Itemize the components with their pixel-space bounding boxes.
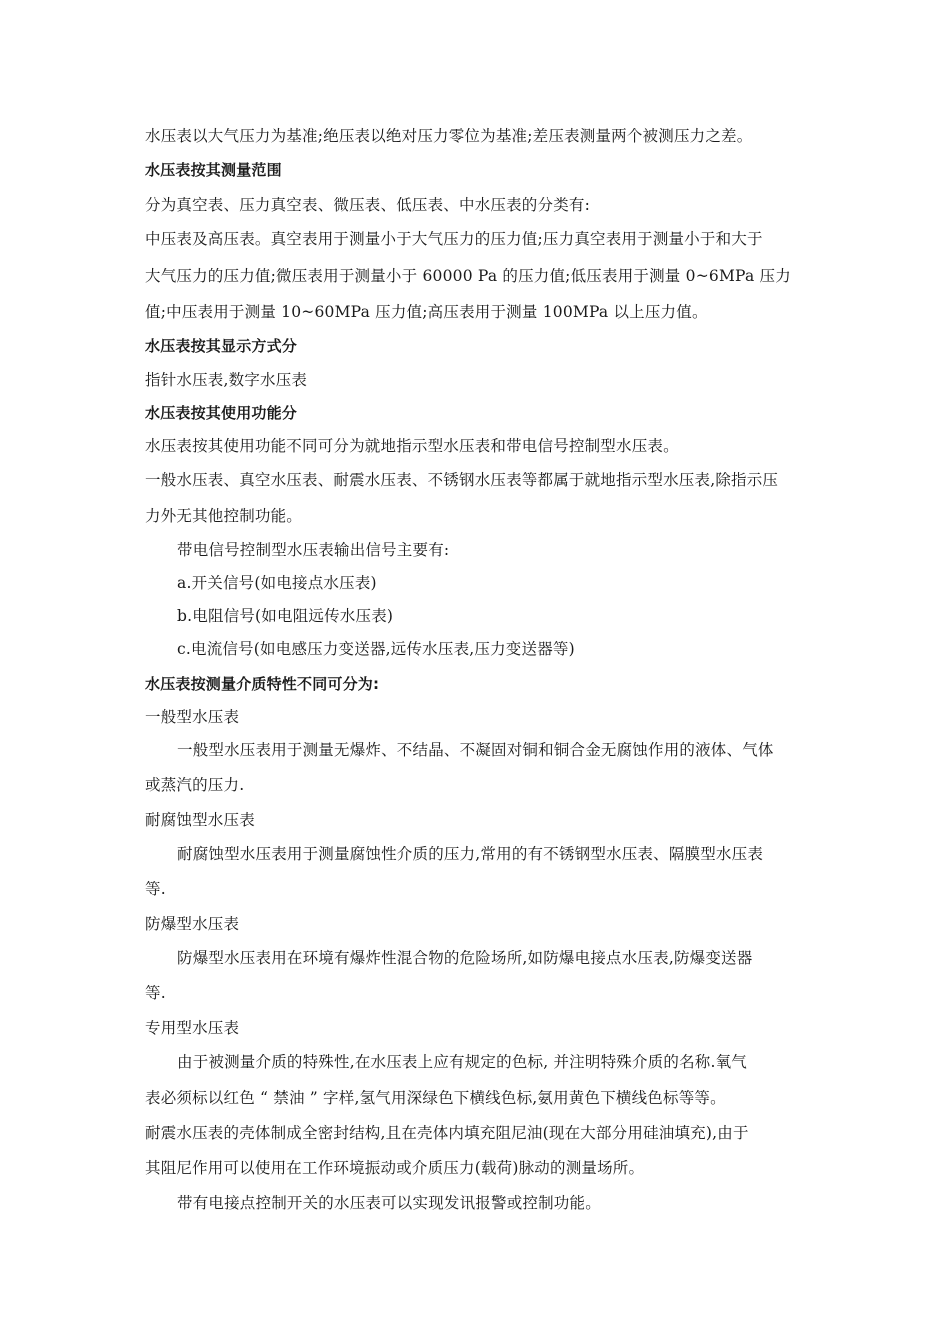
subheading: 防爆型水压表 — [145, 915, 240, 933]
section-heading: 水压表按其测量范围 — [145, 161, 282, 179]
paragraph-line: 防爆型水压表用在环境有爆炸性混合物的危险场所,如防爆电接点水压表,防爆变送器 — [177, 949, 753, 967]
section-heading: 水压表按其使用功能分 — [145, 404, 298, 422]
list-item: c.电流信号(如电感压力变送器,远传水压表,压力变送器等) — [177, 640, 575, 658]
paragraph-line: 表必须标以红色 “ 禁油 ” 字样,氢气用深绿色下横线色标,氨用黄色下横线色标等等。 — [145, 1089, 726, 1107]
subheading: 一般型水压表 — [145, 708, 240, 726]
paragraph-line: 水压表按其使用功能不同可分为就地指示型水压表和带电信号控制型水压表。 — [145, 437, 679, 455]
paragraph-line: 中压表及高压表。真空表用于测量小于大气压力的压力值;压力真空表用于测量小于和大于 — [145, 230, 763, 248]
section-heading: 水压表按测量介质特性不同可分为: — [145, 675, 380, 693]
section-heading: 水压表按其显示方式分 — [145, 337, 298, 355]
paragraph-line: 其阻尼作用可以使用在工作环境振动或介质压力(载荷)脉动的测量场所。 — [145, 1159, 645, 1177]
paragraph-line: 分为真空表、压力真空表、微压表、低压表、中水压表的分类有: — [145, 196, 591, 214]
paragraph-line: 一般水压表、真空水压表、耐震水压表、不锈钢水压表等都属于就地指示型水压表,除指示压 — [145, 471, 779, 489]
paragraph-line: 或蒸汽的压力. — [145, 776, 245, 794]
paragraph-line: 一般型水压表用于测量无爆炸、不结晶、不凝固对铜和铜合金无腐蚀作用的液体、气体 — [177, 741, 774, 759]
paragraph-line: 大气压力的压力值;微压表用于测量小于 60000 Pa 的压力值;低压表用于测量 0~6MPa 压力 — [145, 267, 791, 285]
paragraph-line: 带有电接点控制开关的水压表可以实现发讯报警或控制功能。 — [177, 1194, 601, 1212]
paragraph-line: 等. — [145, 880, 166, 898]
paragraph-line: 耐腐蚀型水压表用于测量腐蚀性介质的压力,常用的有不锈钢型水压表、隔膜型水压表 — [177, 845, 764, 863]
subheading: 耐腐蚀型水压表 — [145, 811, 255, 829]
paragraph-line: 力外无其他控制功能。 — [145, 507, 303, 525]
paragraph-line: 水压表以大气压力为基准;绝压表以绝对压力零位为基准;差压表测量两个被测压力之差。 — [145, 127, 753, 145]
paragraph-line: 由于被测量介质的特殊性,在水压表上应有规定的色标, 并注明特殊介质的名称.氧气 — [177, 1053, 748, 1071]
paragraph-line: 耐震水压表的壳体制成全密封结构,且在壳体内填充阻尼油(现在大部分用硅油填充),由于 — [145, 1124, 749, 1142]
list-item: a.开关信号(如电接点水压表) — [177, 574, 377, 592]
list-item: b.电阻信号(如电阻远传水压表) — [177, 607, 394, 625]
subheading: 专用型水压表 — [145, 1019, 240, 1037]
paragraph-line: 等. — [145, 984, 166, 1002]
paragraph-line: 指针水压表,数字水压表 — [145, 371, 308, 389]
paragraph-line: 值;中压表用于测量 10~60MPa 压力值;高压表用于测量 100MPa 以上压力值。 — [145, 303, 708, 321]
paragraph-line: 带电信号控制型水压表输出信号主要有: — [177, 541, 450, 559]
